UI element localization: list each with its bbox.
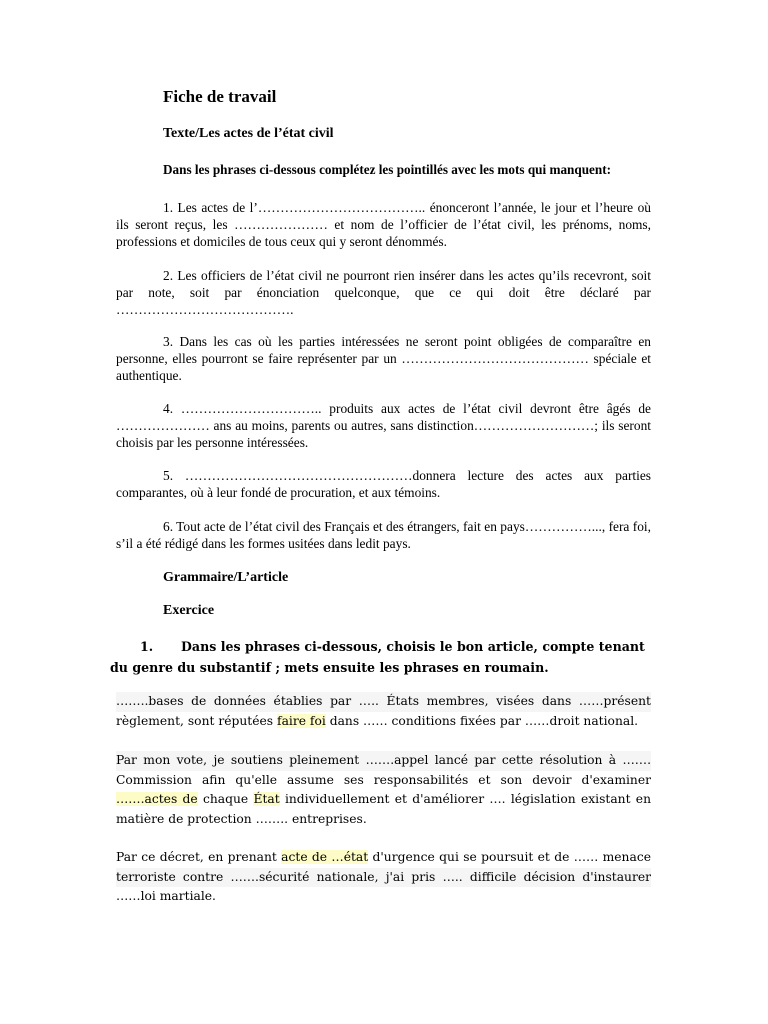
- section2-subheading: Exercice: [163, 603, 215, 618]
- highlight: faire foi: [277, 713, 326, 728]
- exercise-title: 1. Dans les phrases ci-dessous, choisis le bon article, compte tenant du genre du substantif ; mets ensuite les phrases en roumain.: [110, 636, 655, 678]
- highlight: État: [253, 792, 280, 806]
- highlight: acte de …état: [281, 850, 369, 864]
- exercise-number: 1.: [140, 639, 154, 654]
- article-paragraph-2: Par mon vote, je soutiens pleinement …….appel lancé par cette résolution à ……. Commission afin qu'elle assume ses responsabilités et son devoir d'examiner …….actes de chaque État individuellement et d'améliorer …. législation existant en matière de protection …….. entreprises.: [116, 753, 652, 826]
- section1-heading: Texte/Les actes de l’état civil: [163, 126, 334, 141]
- section2-heading: Grammaire/L’article: [163, 570, 289, 585]
- article-paragraph-1: ……..bases de données établies par ….. États membres, visées dans ……présent règlement, sont réputées faire foi dans …… conditions fixées par ……droit national.: [116, 694, 651, 728]
- exercise-item-5: 5. ……………………………………………donnera lecture des actes aux parties comparantes, où à leur fondé de procuration, et aux témoins.: [116, 468, 651, 500]
- highlight: …….actes de: [116, 792, 198, 806]
- exercise-item-1: 1. Les actes de l’……………………………….. énonceront l’année, le jour et l’heure où ils seront reçus, les ………………… et nom de l’officier de l’état civil, les prénoms, noms, professions et domiciles de tous ceux qui y seront dénommés.: [116, 200, 651, 249]
- exercise-item-3: 3. Dans les cas où les parties intéressées ne seront point obligées de comparaître en personne, elles pourront se faire représenter par un …………………………………… spéciale et authentique.: [116, 334, 651, 383]
- article-paragraph-3: Par ce décret, en prenant acte de …état d'urgence qui se poursuit et de …… menace terroriste contre …….sécurité nationale, j'ai pris ….. difficile décision d'instaurer ……loi martiale.: [116, 850, 651, 903]
- exercise-item-4: 4. ………………………….. produits aux actes de l’état civil devront être âgés de ………………… ans au moins, parents ou autres, sans distinction………………………; ils seront choisis par les personne intéressées.: [116, 401, 651, 450]
- exercise-item-6: 6. Tout acte de l’état civil des Français et des étrangers, fait en pays……………..., fera foi, s’il a été rédigé dans les formes usitées dans ledit pays.: [116, 519, 651, 551]
- exercise-item-2: 2. Les officiers de l’état civil ne pourront rien insérer dans les actes qu’ils recevront, soit par note, soit par énonciation quelconque, que ce qui doit être déclaré par ………………………………….: [116, 268, 651, 317]
- page-title: Fiche de travail: [163, 87, 277, 106]
- section1-instruction: Dans les phrases ci-dessous complétez les pointillés avec les mots qui manquent:: [163, 162, 612, 177]
